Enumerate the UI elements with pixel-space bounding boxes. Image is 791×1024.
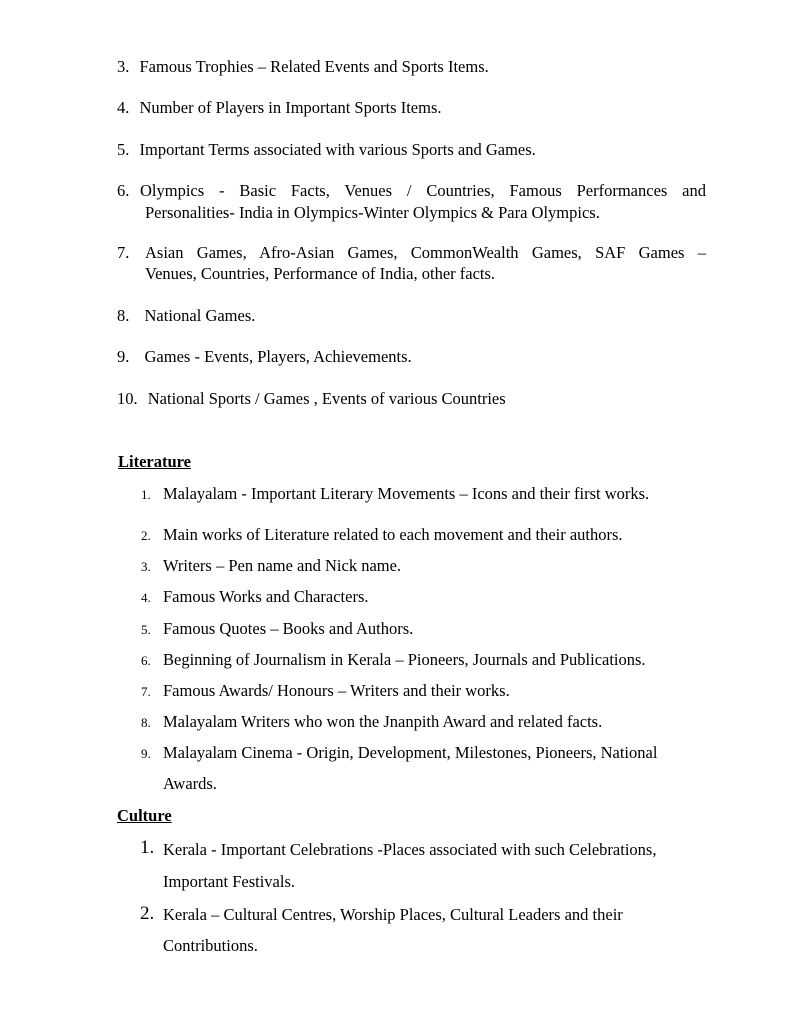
- item-text: Number of Players in Important Sports Items.: [139, 98, 442, 117]
- literature-item-5: [141, 619, 151, 640]
- item-number: 4.: [117, 98, 130, 117]
- culture-item-1: [140, 838, 154, 858]
- item-number: 6.: [141, 653, 151, 668]
- item-text: National Games.: [144, 306, 256, 325]
- literature-item-8: [141, 712, 151, 733]
- sports-item-6-line2: Personalities- India in Olympics-Winter Olympics & Para Olympics.: [145, 203, 600, 222]
- literature-item-9-line1: Malayalam Cinema - Origin, Development, Milestones, Pioneers, National: [163, 743, 658, 762]
- literature-item-6: [141, 650, 151, 671]
- literature-item-2: [141, 525, 151, 546]
- item-number: 7.: [141, 684, 151, 699]
- sports-item-7-number: [117, 243, 129, 263]
- item-number: 9.: [141, 746, 151, 761]
- item-number: 8.: [141, 715, 151, 730]
- literature-item-4: [141, 587, 151, 608]
- culture-item-2: [140, 904, 154, 924]
- literature-item-8-text: Malayalam Writers who won the Jnanpith Award and related facts.: [163, 712, 603, 731]
- culture-item-2-line2: Contributions.: [163, 936, 258, 955]
- sports-item-7-line2: Venues, Countries, Performance of India, other facts.: [145, 264, 496, 283]
- literature-item-9: [141, 743, 151, 764]
- item-number: 2.: [141, 528, 151, 543]
- item-number: 8.: [117, 306, 130, 325]
- literature-item-1-text: Malayalam - Important Literary Movements – Icons and their first works.: [163, 484, 650, 503]
- sports-item-6-line1: Olympics - Basic Facts, Venues / Countries, Famous Performances and: [140, 181, 706, 200]
- literature-item-9-line2: Awards.: [163, 774, 217, 793]
- item-number: 10.: [117, 389, 138, 408]
- culture-heading: Culture: [117, 806, 172, 825]
- sports-item-6-number: [117, 181, 129, 201]
- item-number: 6.: [117, 181, 130, 200]
- sports-item-8: [117, 306, 255, 326]
- item-text: Games - Events, Players, Achievements.: [144, 347, 412, 366]
- sports-item-4: [117, 98, 442, 118]
- item-number: 7.: [117, 243, 130, 262]
- literature-item-7: [141, 681, 151, 702]
- item-number: 3.: [141, 559, 151, 574]
- item-number: 9.: [117, 347, 130, 366]
- item-number: 3.: [117, 57, 130, 76]
- sports-item-10: [117, 389, 506, 409]
- literature-item-3-text: Writers – Pen name and Nick name.: [163, 556, 402, 575]
- literature-item-7-text: Famous Awards/ Honours – Writers and their works.: [163, 681, 510, 700]
- literature-item-5-text: Famous Quotes – Books and Authors.: [163, 619, 414, 638]
- sports-item-7-line1: Asian Games, Afro-Asian Games, CommonWealth Games, SAF Games –: [145, 243, 706, 262]
- item-text: Important Terms associated with various Sports and Games.: [139, 140, 536, 159]
- literature-item-3: [141, 556, 151, 577]
- culture-item-1-line2: Important Festivals.: [163, 872, 295, 891]
- item-text: National Sports / Games , Events of various Countries: [147, 389, 506, 408]
- item-text: Famous Trophies – Related Events and Sports Items.: [139, 57, 489, 76]
- item-number: 1.: [140, 837, 155, 858]
- sports-item-3: [117, 57, 489, 77]
- literature-item-4-text: Famous Works and Characters.: [163, 587, 369, 606]
- item-number: 5.: [117, 140, 130, 159]
- culture-item-2-line1: Kerala – Cultural Centres, Worship Places, Cultural Leaders and their: [163, 905, 623, 924]
- literature-item-6-text: Beginning of Journalism in Kerala – Pioneers, Journals and Publications.: [163, 650, 646, 669]
- sports-item-5: [117, 140, 536, 160]
- item-number: 2.: [140, 903, 155, 924]
- item-number: 1.: [141, 487, 151, 502]
- item-number: 5.: [141, 622, 151, 637]
- item-number: 4.: [141, 590, 151, 605]
- literature-heading: Literature: [118, 452, 192, 471]
- culture-item-1-line1: Kerala - Important Celebrations -Places associated with such Celebrations,: [163, 840, 657, 859]
- literature-item-2-text: Main works of Literature related to each movement and their authors.: [163, 525, 623, 544]
- literature-item-1: [141, 484, 151, 505]
- sports-item-9: [117, 347, 412, 367]
